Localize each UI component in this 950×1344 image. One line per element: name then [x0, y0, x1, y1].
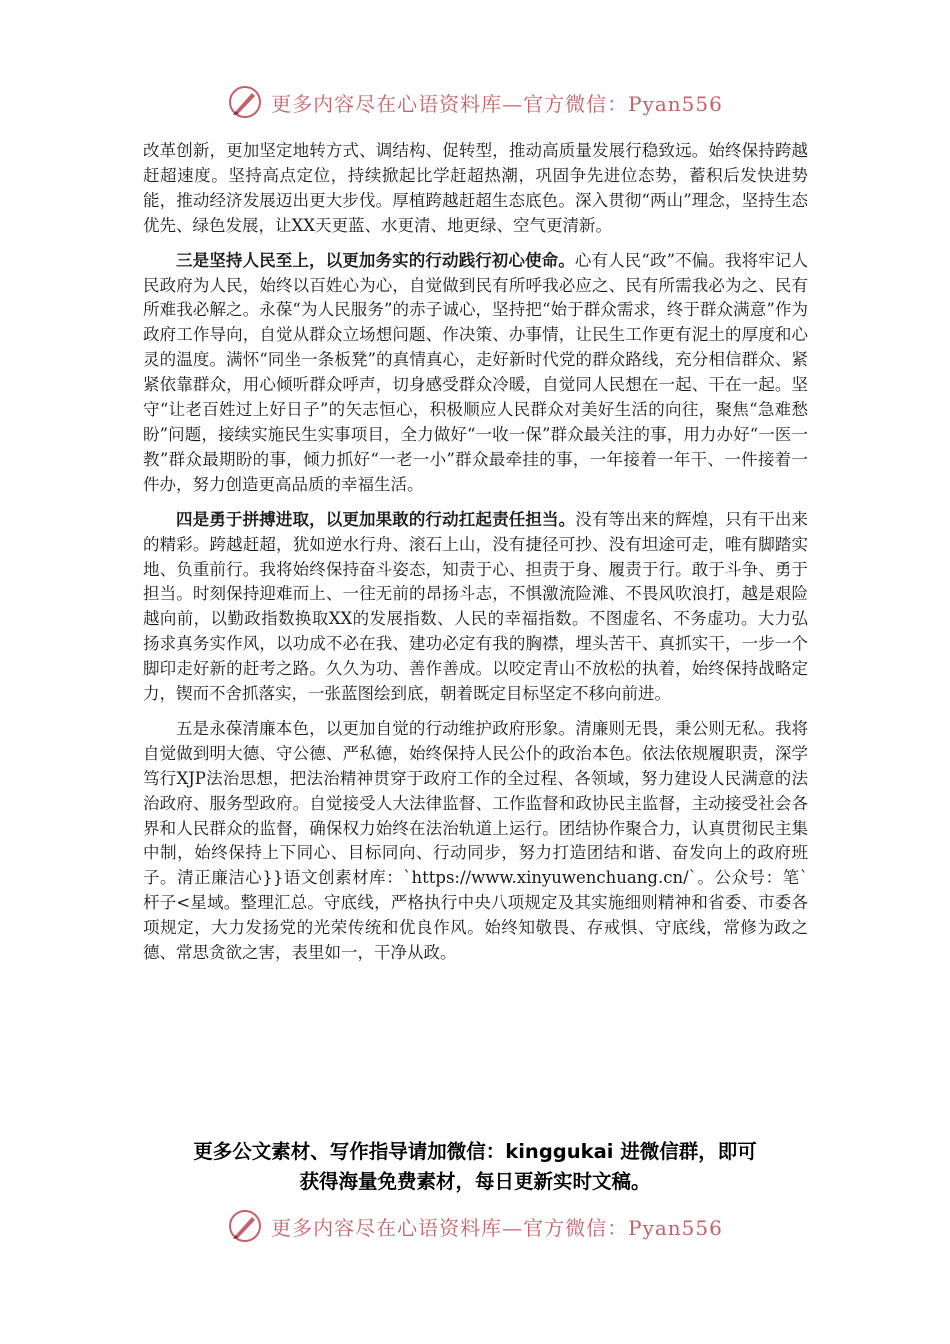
header-banner [0, 82, 950, 122]
document-body [143, 139, 808, 976]
paragraph-2-text: 心有人民“政”不偏。我将牢记人民政府为人民，始终以百姓心为心，自觉做到民有所呼我必应之、民有所需我必为之、民有所难我必解之。永葆“为人民服务”的赤子诚心，坚持把“始于群众需求，终于群众满意”作为政府工作导向，自觉从群众立场想问题、作决策、办事情，让民生工作更有泥土的厚度和心灵的温度。满怀“同坐一条板凳”的真情真心，走好新时代党的群众路线，充分相信群众、紧紧依靠群众，用心倾听群众呼声，切身感受群众冷暖，自觉同人民想在一起、干在一起。坚守“让老百姓过上好日子”的矢志恒心，积极顺应人民群众对美好生活的向往，聚焦“急难愁盼”问题，接续实施民生实事项目，全力做好“一收一保”群众最关注的事，用力办好“一医一教”群众最期盼的事，倾力抓好“一老一小”群众最牵挂的事，一年接着一年干、一件接着一件办，努力创造更高品质的幸福生活。 [143, 250, 808, 494]
paragraph-1-text: 改革创新，更加坚定地转方式、调结构、促转型，推动高质量发展行稳致远。始终保持跨越赶超速度。坚持高点定位，持续掀起比学赶超热潮，巩固争先进位态势，蓄积后发快进势能，推动经济发展迈出更大步伐。厚植跨越赶超生态底色。深入贯彻“两山”理念，坚持生态优先、绿色发展，让XX天更蓝、水更清、地更绿、空气更清新。 [143, 141, 808, 235]
promo-notice [120, 1137, 830, 1197]
header-banner-text: 更多内容尽在心语资料库—官方微信：Pyan556 [271, 91, 723, 116]
promo-line-1: 更多公文素材、写作指导请加微信：kinggukai 进微信群，即可 [193, 1140, 757, 1163]
paragraph-4-text: 五是永葆清廉本色，以更加自觉的行动维护政府形象。清廉则无畏，秉公则无私。我将自觉做到明大德、守公德、严私德，始终保持人民公仆的政治本色。依法依规履职责，深学笃行XJP法治思想，把法治精神贯穿于政府工作的全过程、各领域，努力建设人民满意的法治政府、服务型政府。自觉接受人大法律监督、工作监督和政协民主监督，主动接受社会各界和人民群众的监督，确保权力始终在法治轨道上运行。团结协作聚合力，认真贯彻民主集中制，始终保持上下同心、目标同向、行动同步，努力打造团结和谐、奋发向上的政府班子。清正廉洁心}}语文创素材库：`https://www.xinyuwenchuang.cn/`。公众号：笔`杆子<星域。整理汇总。守底线，严格执行中央八项规定及其实施细则精神和省委、市委各项规定，大力发扬党的光荣传统和优良作风。始终知敬畏、存戒惧、守底线，常修为政之德、常思贪欲之害，表里如一，干净从政。 [143, 718, 808, 963]
paragraph-2 [143, 249, 808, 498]
paragraph-3 [143, 508, 808, 707]
promo-line-2: 获得海量免费素材，每日更新实时文稿。 [299, 1170, 651, 1193]
paragraph-3-heading: 四是勇于拼搏进取，以更加果敢的行动扛起责任担当。 [176, 509, 576, 529]
paragraph-3-text: 没有等出来的辉煌，只有干出来的精彩。跨越赶超，犹如逆水行舟、滚石上山，没有捷径可抄、没有坦途可走，唯有脚踏实地、负重前行。我将始终保持奋斗姿态，知责于心、担责于身、履责于行。敢于斗争、勇于担当。时刻保持迎难而上、一往无前的昂扬斗志，不惧激流险滩、不畏风吹浪打，越是艰险越向前，以勤政指数换取XX的发展指数、人民的幸福指数。不图虚名、不务虚功。大力弘扬求真务实作风，以功成不必在我、建功必定有我的胸襟，埋头苦干、真抓实干，一步一个脚印走好新的赶考之路。久久为功、善作善成。以咬定青山不放松的执着，始终保持战略定力，锲而不舍抓落实，一张蓝图绘到底，朝着既定目标坚定不移向前进。 [143, 509, 809, 704]
paragraph-4 [143, 717, 808, 966]
pen-logo-icon [227, 1208, 263, 1244]
paragraph-2-heading: 三是坚持人民至上，以更加务实的行动践行初心使命。 [176, 250, 575, 270]
footer-banner [0, 1206, 950, 1246]
paragraph-1 [143, 139, 808, 239]
pen-logo-icon [227, 84, 263, 120]
footer-banner-text: 更多内容尽在心语资料库—官方微信：Pyan556 [271, 1215, 723, 1240]
